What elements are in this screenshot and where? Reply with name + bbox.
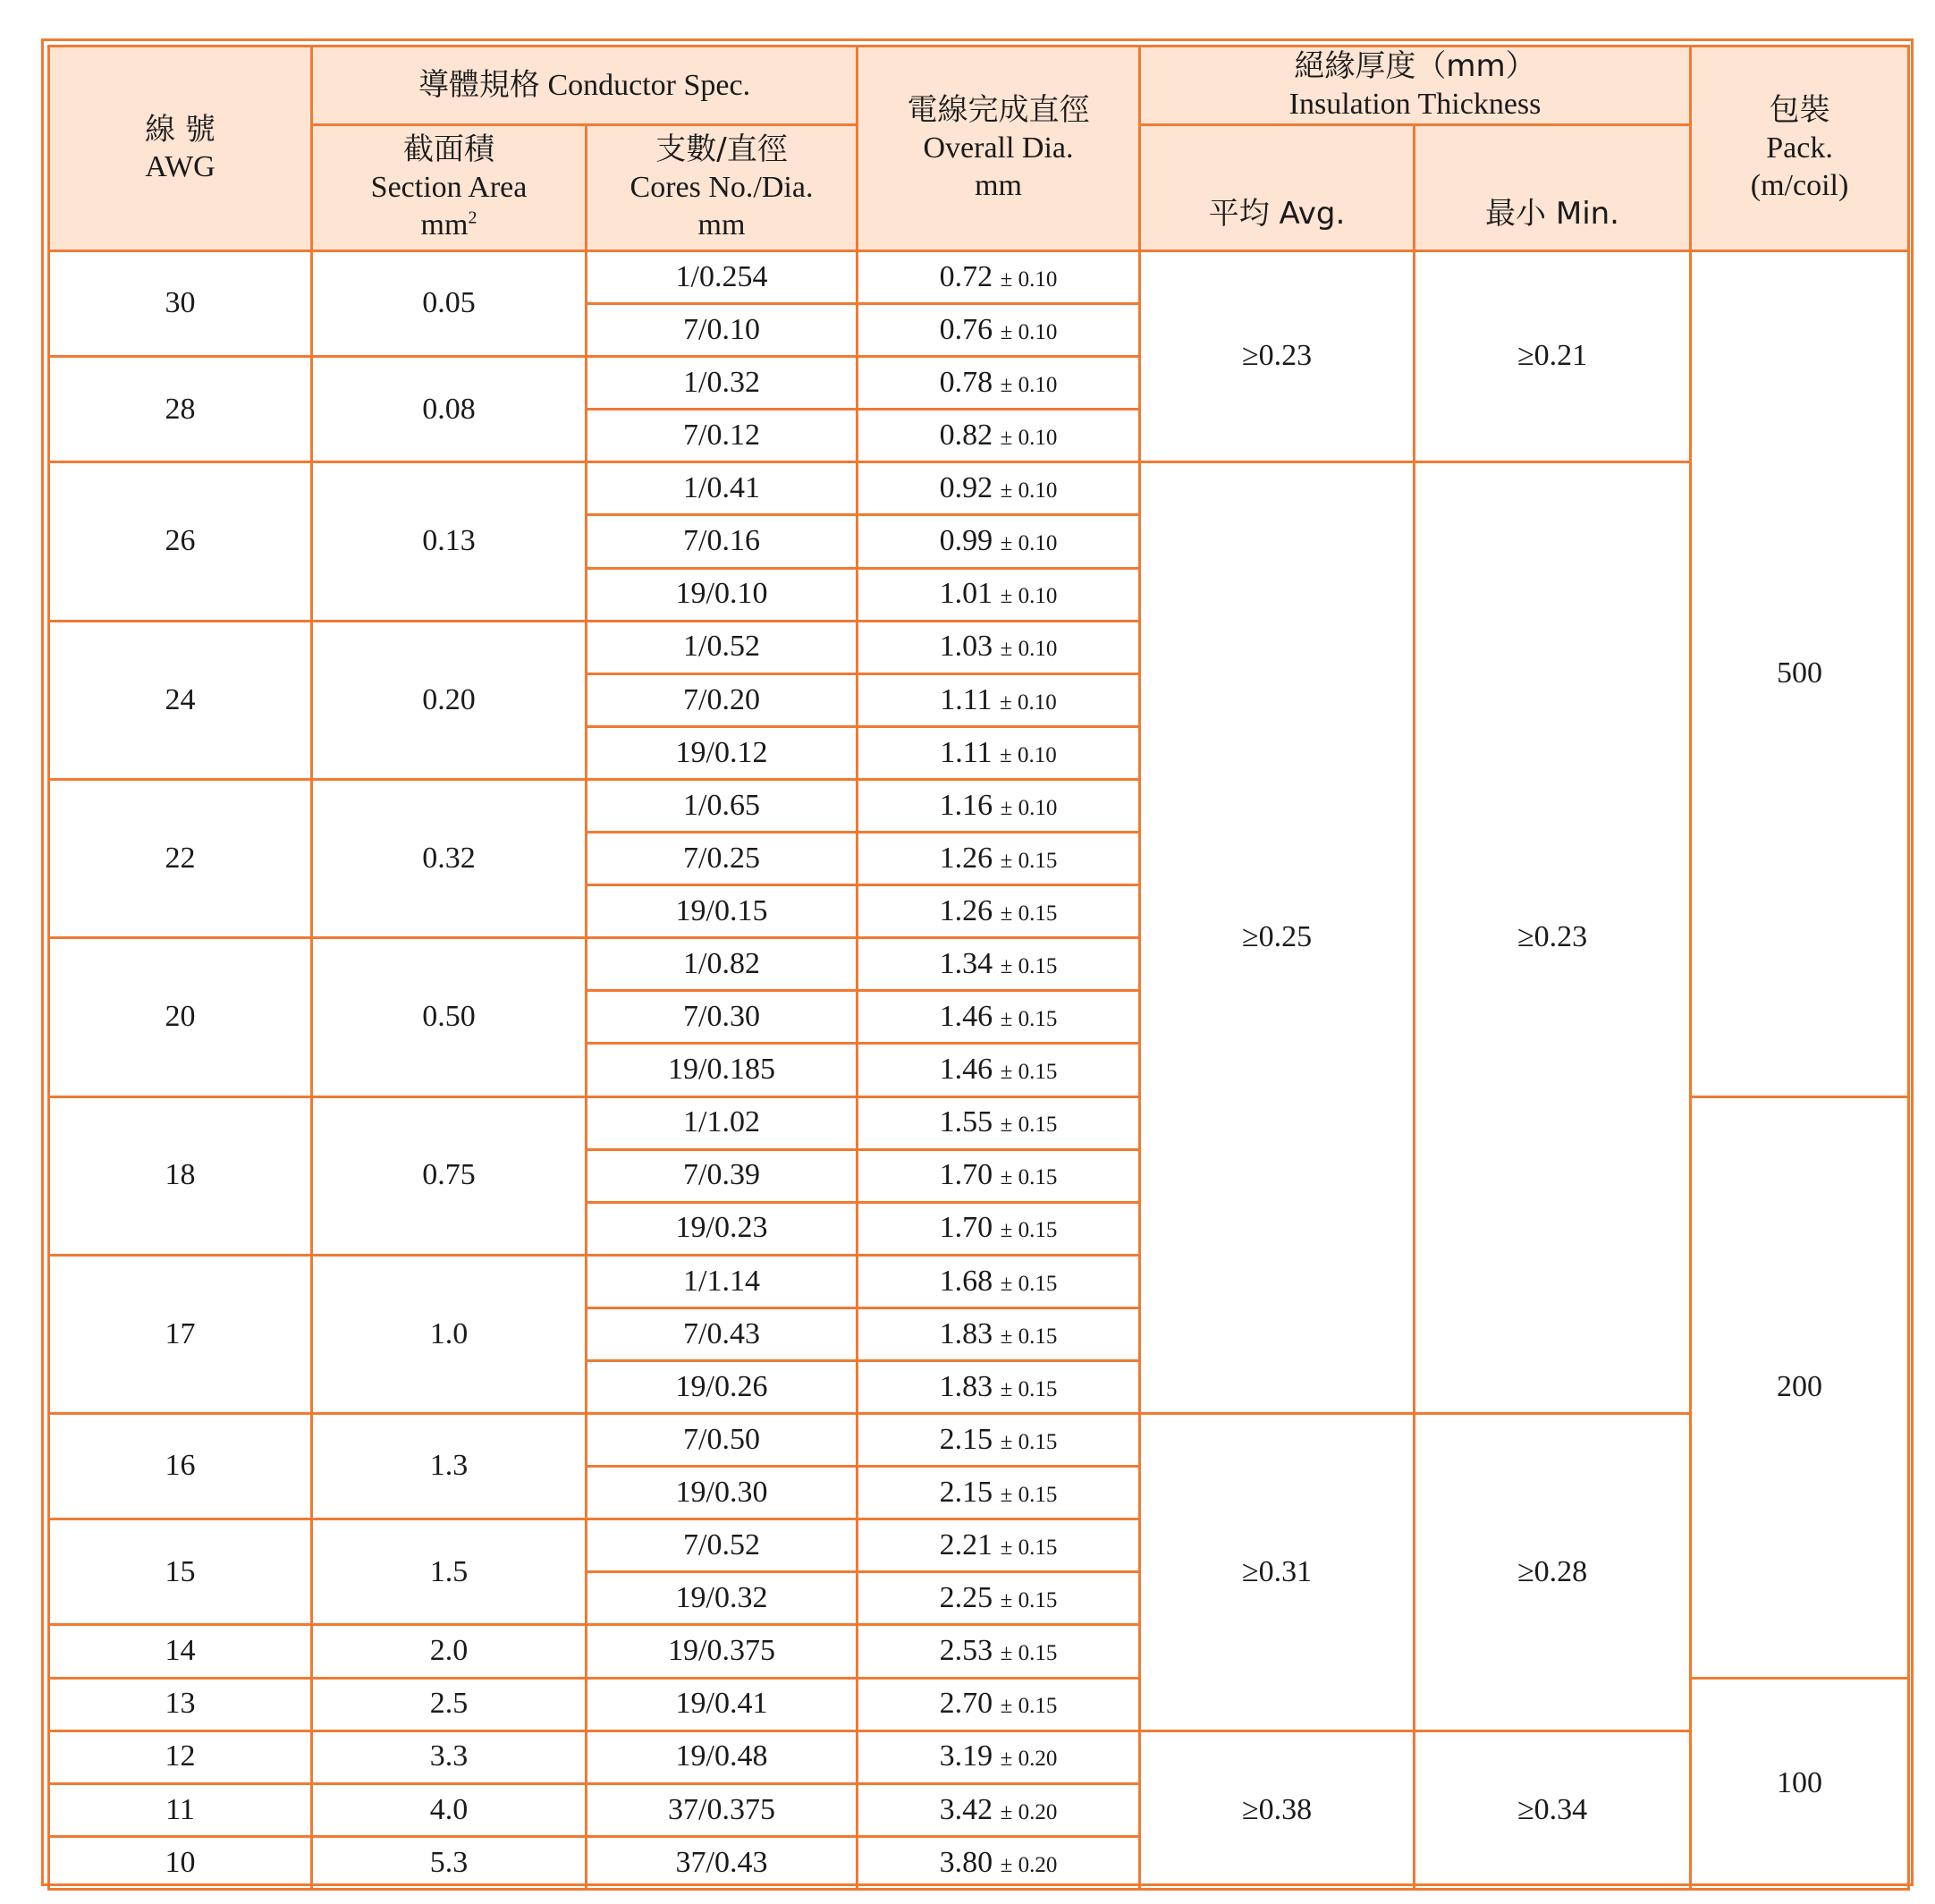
insulation-min-cell: ≥0.28	[1415, 1414, 1691, 1731]
overall-dia-tolerance: ± 0.15	[1000, 1694, 1058, 1719]
overall-dia-cell	[858, 1519, 1140, 1572]
cores-dia-cell: 1/0.52	[587, 621, 858, 673]
overall-dia-cell	[858, 1783, 1140, 1836]
cores-dia-cell: 19/0.185	[587, 1044, 858, 1096]
awg-cell: 12	[49, 1731, 312, 1783]
awg-cell: 22	[49, 779, 312, 937]
pack-cell: 500	[1691, 251, 1909, 1097]
table-row	[49, 462, 1909, 515]
header-conductor-zh: 導體規格	[418, 66, 540, 103]
insulation-avg-cell: ≥0.23	[1140, 251, 1415, 462]
overall-dia-tolerance: ± 0.15	[1000, 1482, 1058, 1507]
header-ins-en: Insulation Thickness	[1289, 87, 1542, 121]
cores-dia-cell: 19/0.15	[587, 885, 858, 938]
overall-dia-tolerance: ± 0.15	[1000, 1113, 1058, 1138]
awg-cell: 20	[49, 938, 312, 1096]
overall-dia-tolerance: ± 0.10	[1000, 637, 1058, 662]
section-area-cell: 2.5	[312, 1678, 587, 1731]
awg-cell: 14	[49, 1625, 312, 1678]
overall-dia-tolerance: ± 0.10	[1000, 690, 1057, 715]
cores-dia-cell: 7/0.16	[587, 515, 858, 568]
header-ins-min	[1415, 125, 1691, 251]
insulation-min-cell: ≥0.21	[1415, 251, 1691, 462]
header-cores-en: Cores No./Dia.	[630, 170, 814, 204]
overall-dia-cell	[858, 1678, 1140, 1731]
overall-dia-tolerance: ± 0.10	[1000, 267, 1058, 292]
overall-dia-tolerance: ± 0.15	[1000, 1536, 1058, 1561]
awg-cell: 11	[49, 1783, 312, 1836]
table-row	[49, 251, 1909, 304]
cores-dia-cell: 37/0.375	[587, 1783, 858, 1836]
cores-dia-cell: 19/0.10	[587, 568, 858, 621]
pack-cell: 200	[1691, 1096, 1909, 1678]
header-awg-en: AWG	[145, 150, 215, 183]
cores-dia-cell: 1/1.02	[587, 1096, 858, 1149]
overall-dia-value: 0.99	[939, 524, 993, 558]
overall-dia-value: 1.26	[939, 893, 993, 927]
section-area-cell: 1.3	[312, 1414, 587, 1519]
cores-dia-cell: 1/0.41	[587, 462, 858, 515]
overall-dia-value: 1.68	[939, 1264, 993, 1298]
insulation-min-cell: ≥0.23	[1415, 462, 1691, 1414]
overall-dia-value: 2.53	[939, 1634, 993, 1668]
overall-dia-value: 2.15	[939, 1475, 993, 1509]
overall-dia-cell	[858, 1836, 1140, 1889]
overall-dia-cell	[858, 251, 1140, 304]
cores-dia-cell: 7/0.20	[587, 673, 858, 726]
overall-dia-cell	[858, 357, 1140, 410]
overall-dia-tolerance: ± 0.10	[1000, 426, 1058, 451]
cores-dia-cell: 7/0.25	[587, 833, 858, 885]
header-insulation	[1140, 47, 1691, 125]
overall-dia-cell	[858, 1731, 1140, 1783]
cores-dia-cell: 19/0.26	[587, 1360, 858, 1413]
section-area-cell: 1.5	[312, 1519, 587, 1625]
awg-cell: 24	[49, 621, 312, 779]
header-pack-en: Pack.	[1766, 131, 1833, 165]
overall-dia-cell	[858, 1307, 1140, 1360]
overall-dia-value: 0.72	[939, 259, 993, 293]
cores-dia-cell: 1/1.14	[587, 1255, 858, 1307]
overall-dia-tolerance: ± 0.15	[1000, 1165, 1058, 1190]
overall-dia-cell	[858, 1414, 1140, 1467]
awg-cell: 15	[49, 1519, 312, 1625]
overall-dia-cell	[858, 462, 1140, 515]
overall-dia-cell	[858, 568, 1140, 621]
header-area-unit-sup: 2	[468, 207, 477, 228]
overall-dia-cell	[858, 1467, 1140, 1519]
overall-dia-value: 1.83	[939, 1316, 993, 1350]
pack-cell: 100	[1691, 1678, 1909, 1889]
section-area-cell: 4.0	[312, 1783, 587, 1836]
cores-dia-cell: 37/0.43	[587, 1836, 858, 1889]
overall-dia-tolerance: ± 0.15	[1000, 1641, 1058, 1666]
overall-dia-cell	[858, 304, 1140, 357]
cores-dia-cell: 1/0.32	[587, 357, 858, 410]
overall-dia-tolerance: ± 0.15	[1000, 1588, 1058, 1613]
overall-dia-value: 3.80	[939, 1845, 993, 1879]
overall-dia-cell	[858, 1625, 1140, 1678]
cores-dia-cell: 7/0.43	[587, 1307, 858, 1360]
overall-dia-tolerance: ± 0.20	[1000, 1852, 1058, 1877]
overall-dia-value: 1.46	[939, 1000, 993, 1034]
header-awg	[49, 47, 312, 251]
cores-dia-cell: 7/0.30	[587, 991, 858, 1044]
insulation-avg-cell: ≥0.25	[1140, 462, 1415, 1414]
overall-dia-tolerance: ± 0.15	[1000, 1429, 1058, 1454]
overall-dia-tolerance: ± 0.15	[1000, 1007, 1058, 1032]
overall-dia-value: 0.82	[939, 419, 993, 453]
overall-dia-value: 1.34	[939, 947, 993, 981]
overall-dia-value: 0.78	[939, 365, 993, 399]
cores-dia-cell: 19/0.12	[587, 726, 858, 779]
overall-dia-cell	[858, 1096, 1140, 1149]
overall-dia-value: 0.92	[939, 471, 993, 505]
header-cores-unit: mm	[697, 208, 746, 242]
overall-dia-cell	[858, 1149, 1140, 1202]
insulation-min-cell: ≥0.34	[1415, 1731, 1691, 1889]
header-section-area	[312, 125, 587, 251]
header-od-zh: 電線完成直徑	[907, 92, 1090, 129]
header-ins-avg-label: 平均 Avg.	[1208, 195, 1346, 232]
cores-dia-cell: 19/0.23	[587, 1202, 858, 1255]
overall-dia-value: 2.21	[939, 1528, 993, 1562]
overall-dia-cell	[858, 779, 1140, 832]
overall-dia-value: 2.15	[939, 1422, 993, 1456]
section-area-cell: 0.50	[312, 938, 587, 1096]
overall-dia-cell	[858, 621, 1140, 673]
overall-dia-tolerance: ± 0.10	[1000, 478, 1058, 504]
overall-dia-cell	[858, 515, 1140, 568]
overall-dia-value: 2.70	[939, 1687, 993, 1721]
header-conductor-en: Conductor Spec.	[547, 68, 751, 102]
section-area-cell: 3.3	[312, 1731, 587, 1783]
overall-dia-value: 1.01	[939, 577, 993, 611]
overall-dia-value: 2.25	[939, 1581, 993, 1615]
overall-dia-value: 1.70	[939, 1211, 993, 1245]
cores-dia-cell: 1/0.65	[587, 779, 858, 832]
header-pack-zh: 包裝	[1769, 92, 1830, 129]
cores-dia-cell: 19/0.32	[587, 1572, 858, 1625]
overall-dia-tolerance: ± 0.20	[1000, 1747, 1058, 1772]
cores-dia-cell: 19/0.375	[587, 1625, 858, 1678]
overall-dia-tolerance: ± 0.15	[1000, 1060, 1058, 1085]
header-awg-zh: 線 號	[145, 111, 215, 148]
cores-dia-cell: 19/0.30	[587, 1467, 858, 1519]
overall-dia-cell	[858, 1360, 1140, 1413]
section-area-cell: 0.75	[312, 1096, 587, 1255]
section-area-cell: 0.05	[312, 251, 587, 357]
header-overall-dia	[858, 47, 1140, 251]
overall-dia-tolerance: ± 0.10	[1000, 584, 1058, 609]
header-pack-unit: (m/coil)	[1750, 169, 1849, 203]
table-row	[49, 1414, 1909, 1467]
overall-dia-value: 1.11	[940, 735, 993, 769]
overall-dia-value: 1.26	[939, 841, 993, 875]
cores-dia-cell: 19/0.41	[587, 1678, 858, 1731]
cores-dia-cell: 7/0.12	[587, 410, 858, 462]
overall-dia-value: 1.11	[940, 682, 993, 716]
header-area-zh: 截面積	[403, 131, 494, 168]
header-ins-avg	[1140, 125, 1415, 251]
overall-dia-cell	[858, 726, 1140, 779]
section-area-cell: 0.20	[312, 621, 587, 779]
wire-spec-table	[47, 45, 1910, 1891]
cores-dia-cell: 19/0.48	[587, 1731, 858, 1783]
cores-dia-cell: 7/0.52	[587, 1519, 858, 1572]
section-area-cell: 1.0	[312, 1255, 587, 1413]
overall-dia-value: 1.55	[939, 1105, 993, 1139]
awg-cell: 10	[49, 1836, 312, 1889]
overall-dia-value: 3.42	[939, 1792, 993, 1826]
cores-dia-cell: 1/0.82	[587, 938, 858, 991]
awg-cell: 17	[49, 1255, 312, 1413]
header-area-en: Section Area	[370, 170, 528, 204]
overall-dia-tolerance: ± 0.10	[1000, 531, 1058, 556]
awg-cell: 13	[49, 1678, 312, 1731]
overall-dia-cell	[858, 410, 1140, 462]
header-conductor	[312, 47, 858, 125]
overall-dia-value: 1.70	[939, 1158, 993, 1192]
overall-dia-tolerance: ± 0.15	[1000, 954, 1058, 979]
awg-cell: 28	[49, 357, 312, 462]
section-area-cell: 0.32	[312, 779, 587, 937]
cores-dia-cell: 7/0.10	[587, 304, 858, 357]
overall-dia-cell	[858, 885, 1140, 938]
overall-dia-tolerance: ± 0.15	[1000, 1271, 1058, 1296]
header-cores	[587, 125, 858, 251]
header-area-unit: mm	[420, 208, 469, 242]
overall-dia-cell	[858, 938, 1140, 991]
header-ins-min-label: 最小 Min.	[1485, 195, 1619, 232]
overall-dia-cell	[858, 991, 1140, 1044]
overall-dia-value: 1.03	[939, 630, 993, 664]
header-od-unit: mm	[975, 169, 1022, 203]
overall-dia-cell	[858, 1255, 1140, 1307]
overall-dia-value: 3.19	[939, 1739, 993, 1773]
overall-dia-tolerance: ± 0.15	[1000, 901, 1058, 926]
overall-dia-value: 1.83	[939, 1369, 993, 1403]
section-area-cell: 2.0	[312, 1625, 587, 1678]
overall-dia-cell	[858, 833, 1140, 885]
overall-dia-value: 1.16	[939, 788, 993, 822]
insulation-avg-cell: ≥0.31	[1140, 1414, 1415, 1731]
insulation-avg-cell: ≥0.38	[1140, 1731, 1415, 1889]
overall-dia-tolerance: ± 0.15	[1000, 1376, 1058, 1401]
table-body	[49, 251, 1909, 1890]
section-area-cell: 5.3	[312, 1836, 587, 1889]
awg-cell: 30	[49, 251, 312, 357]
overall-dia-tolerance: ± 0.15	[1000, 1218, 1058, 1243]
overall-dia-tolerance: ± 0.10	[1000, 795, 1058, 820]
awg-cell: 26	[49, 462, 312, 621]
header-cores-zh: 支數/直徑	[655, 131, 788, 168]
header-ins-zh: 絕緣厚度（mm）	[1294, 48, 1536, 84]
header-pack	[1691, 47, 1909, 251]
overall-dia-tolerance: ± 0.15	[1000, 848, 1058, 873]
overall-dia-value: 1.46	[939, 1053, 993, 1087]
section-area-cell: 0.13	[312, 462, 587, 621]
overall-dia-cell	[858, 673, 1140, 726]
awg-cell: 18	[49, 1096, 312, 1255]
overall-dia-cell	[858, 1202, 1140, 1255]
overall-dia-tolerance: ± 0.10	[1000, 319, 1058, 344]
header-od-en: Overall Dia.	[923, 131, 1074, 165]
cores-dia-cell: 7/0.39	[587, 1149, 858, 1202]
overall-dia-tolerance: ± 0.10	[1000, 742, 1057, 767]
awg-cell: 16	[49, 1414, 312, 1519]
overall-dia-cell	[858, 1572, 1140, 1625]
overall-dia-tolerance: ± 0.15	[1000, 1324, 1058, 1349]
overall-dia-tolerance: ± 0.10	[1000, 372, 1058, 397]
table-row	[49, 1731, 1909, 1783]
overall-dia-value: 0.76	[939, 312, 993, 346]
overall-dia-cell	[858, 1044, 1140, 1096]
section-area-cell: 0.08	[312, 357, 587, 462]
cores-dia-cell: 1/0.254	[587, 251, 858, 304]
overall-dia-tolerance: ± 0.20	[1000, 1799, 1058, 1824]
cores-dia-cell: 7/0.50	[587, 1414, 858, 1467]
